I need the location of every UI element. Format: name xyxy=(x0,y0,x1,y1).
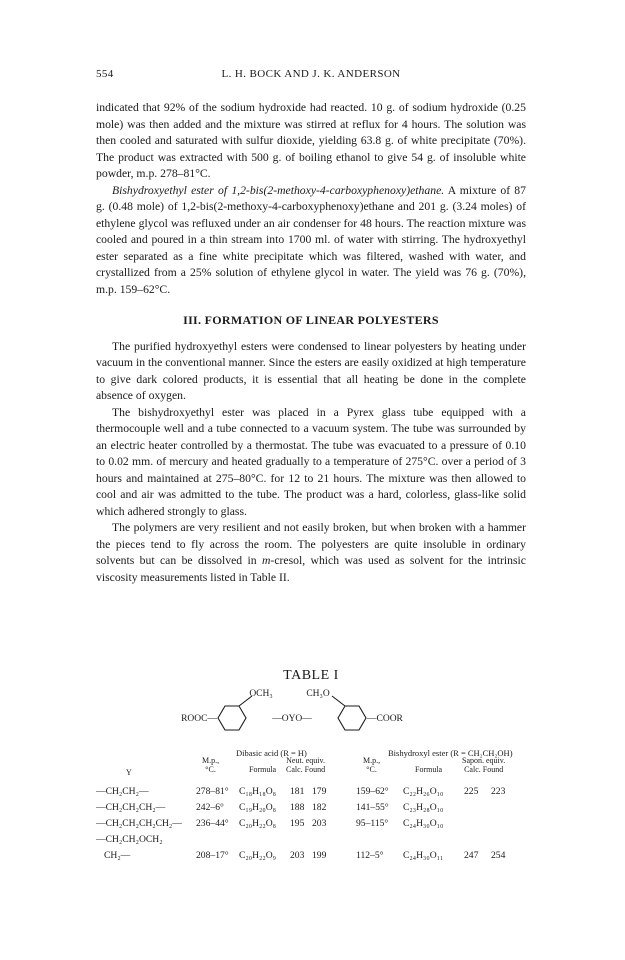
column-header-sapon-equiv: Sapon. equiv. Calc. Found xyxy=(462,756,506,774)
methoxy-right-label: CH₃O xyxy=(306,689,330,699)
paragraph-polymer-properties: The polymers are very resilient and not easily broken, but when broken with a hammer the pieces tend to fly across the room. The polyesters are quite insoluble in ordinary solvents but can be dissolved in m-cresol, which was used as solvent for the intrinsic viscosity measurements listed in Table II. xyxy=(96,521,526,584)
table-row: —CH₂CH₂— 278–81° C₁₈H₁₈O₈ 181 179 159–62° C₂₂H₂₆O₁₀ 225 223 xyxy=(96,786,506,797)
group-header-bishydroxyl-ester: Bishydroxyl ester (R = CH₂CH₂OH) xyxy=(388,748,513,758)
group-header-dibasic-acid: Dibasic acid (R = H) xyxy=(236,748,307,758)
table-row: CH₂— 208–17° C₂₀H₂₂O₉ 203 199 112–5° C₂₄H₃₀O₁₁ 247 254 xyxy=(104,850,506,861)
benzene-ring-left xyxy=(218,706,246,730)
structural-formula-drawing xyxy=(96,684,526,742)
table-row: —CH₂CH₂CH₂CH₂— 236–44° C₂₀H₂₂O₈ 195 203 95–115° C₂₄H₃₀O₁₀ xyxy=(96,818,444,829)
formula-linker: —OYO— xyxy=(272,714,312,724)
formula-right-group: —COOR xyxy=(367,714,403,724)
table-row: —CH₂CH₂OCH₂ xyxy=(96,834,163,845)
methoxy-left-label: OCH₃ xyxy=(249,689,273,699)
paragraph-continued: indicated that 92% of the sodium hydroxide had reacted. 10 g. of sodium hydroxide (0.25 mole) was then added and the mixture was stirred at reflux for 4 hours. The solution was then cooled and saturated with sulfur dioxide, yielding 63.8 g. of white precipitate (70%). The product was extracted with 500 g. of boiling ethanol to give 54 g. of insoluble white powder, m.p. 278–81°C. xyxy=(96,101,526,180)
formula-left-group: ROOC— xyxy=(181,714,217,724)
paragraph-linear-polyesters: The purified hydroxyethyl esters were condensed to linear polyesters by heating under vacuum in the conventional manner. Since the esters are easily oxidized at high temperature to give dark colored products, it is essential that all heating be done in the complete absence of oxygen. xyxy=(96,339,526,402)
table-row: —CH₂CH₂CH₂— 242–6° C₁₉H₂₀O₈ 188 182 141–55° C₂₃H₂₈O₁₀ xyxy=(96,802,444,813)
body-text xyxy=(96,100,526,586)
running-head: L. H. BOCK AND J. K. ANDERSON xyxy=(221,68,401,80)
column-header-neut-equiv: Neut. equiv. Calc. Found xyxy=(286,756,326,774)
table-title: TABLE I xyxy=(283,668,339,683)
column-header-formula-acid: Formula xyxy=(249,765,277,774)
page-header xyxy=(96,68,526,86)
section-title: III. FORMATION OF LINEAR POLYESTERS xyxy=(183,313,439,327)
column-header-y: Y xyxy=(126,768,132,777)
benzene-ring-right xyxy=(338,706,366,730)
paragraph-procedure: The bishydroxyethyl ester was placed in a Pyrex glass tube equipped with a thermocouple well and a tube connected to a vacuum system. The tube was surrounded by an electric heater controlled by a thermostat. The tube was evacuated to a pressure of 0.10 to 0.02 mm. of mercury and heated gradually to a temperature of 275°C. over a period of 3 hours and maintained at 275–80°C. for 12 to 21 hours. The mixture was then allowed to cool and air was admitted to the tube. The product was a hard, colorless, glass-like solid which adhered strongly to glass. xyxy=(96,405,526,518)
column-header-mp-ester: M.p., °C. xyxy=(363,756,381,774)
paragraph-text: A mixture of 87 g. (0.48 mole) of 1,2-bis(2-methoxy-4-carboxyphenoxy)ethane and 201 g. (3.24 moles) of ethylene glycol was refluxed under an air condenser for 48 hours. The reaction mixture was cooled and poured in a thin stream into 1700 ml. of water with stirring. The hydroxyethyl ester separated as a fine white precipitate which was filtered, washed with water, and crystallized from a 25% solution of ethylene glycol in water. The yield was 76 g. (70%), m.p. 159–62°C. xyxy=(96,183,526,296)
paragraph-heading: Bishydroxyethyl ester of 1,2-bis(2-methoxy-4-carboxyphenoxy)ethane. xyxy=(112,183,445,197)
paragraph-bishydroxyethyl-ester xyxy=(96,183,526,299)
column-header-mp-acid: M.p., °C. xyxy=(202,756,220,774)
page-number: 554 xyxy=(96,68,114,80)
structural-formula xyxy=(96,684,526,742)
column-header-formula-ester: Formula xyxy=(415,765,443,774)
